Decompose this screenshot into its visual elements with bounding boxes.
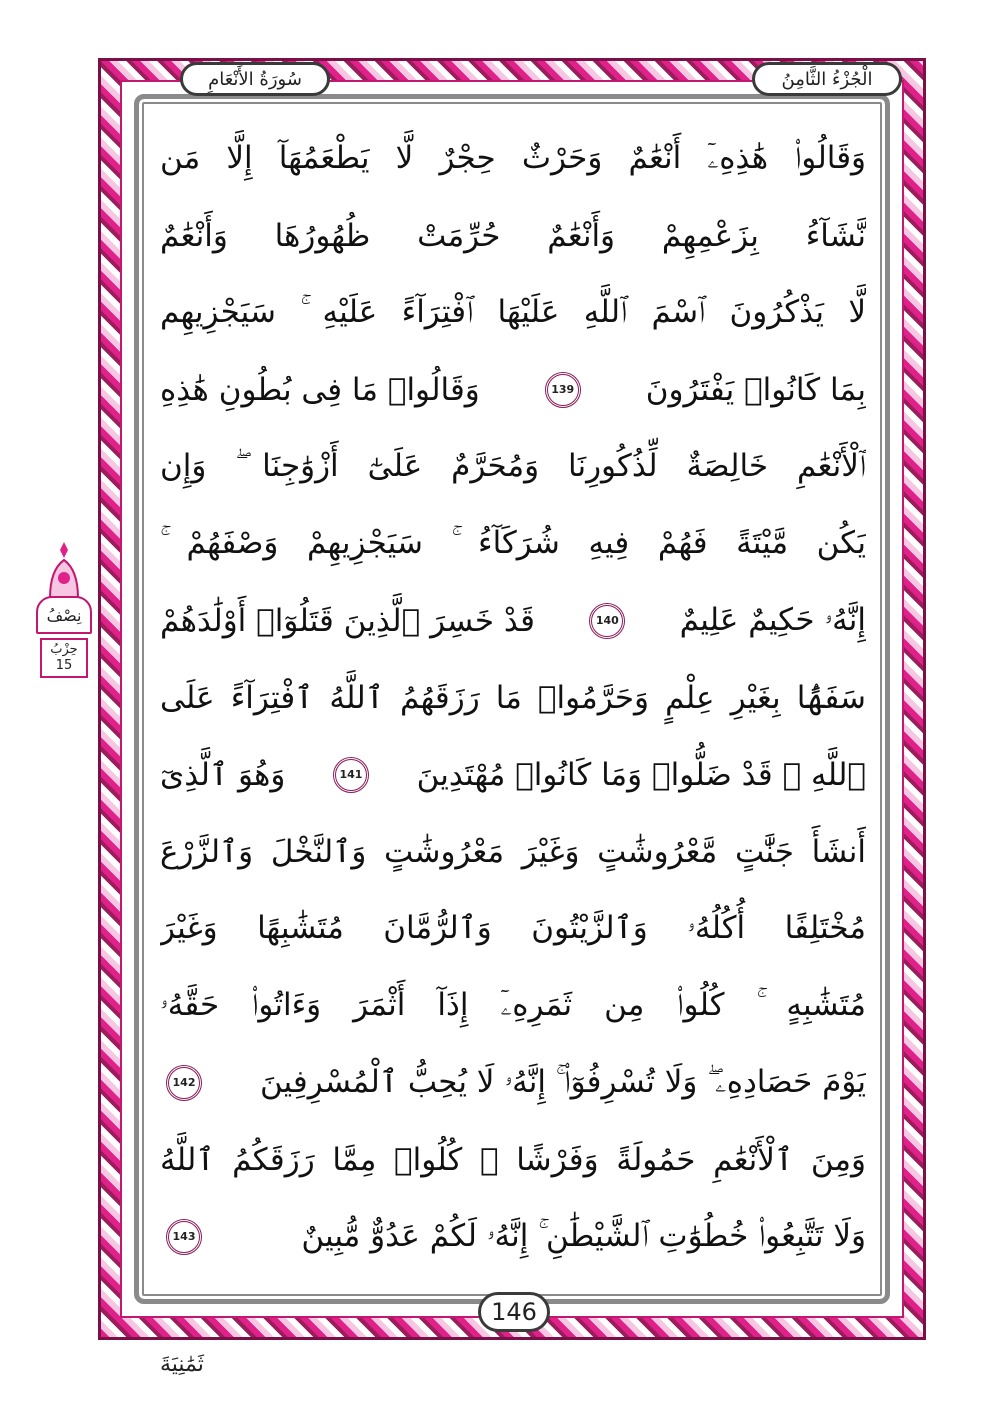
- verse-line-15: وَلَا تَتَّبِعُوا۟ خُطُوَٰتِ ٱلشَّيْطَٰنِ ۚ إِنَّهُۥ لَكُمْ عَدُوٌّ مُّبِينٌ 143: [160, 1198, 866, 1275]
- page-number: 146: [478, 1292, 550, 1332]
- surah-title: سُورَةُ الأَنْعَامِ: [180, 62, 330, 96]
- verse-line-5: ٱلْأَنْعَٰمِ خَالِصَةٌ لِّذُكُورِنَا وَمُحَرَّمٌ عَلَىٰٓ أَزْوَٰجِنَا ۖ وَإِن: [160, 448, 866, 484]
- hizb-half-label: نِصْفُ: [36, 596, 92, 634]
- ayah-number-icon: 141: [333, 757, 369, 793]
- hizb-number-box: [40, 638, 88, 678]
- verse-line-2: نَّشَآءُ بِزَعْمِهِمْ وَأَنْعَٰمٌ حُرِّمَتْ ظُهُورُهَا وَأَنْعَٰمٌ: [160, 217, 866, 254]
- hizb-word: حِزْبُ: [50, 642, 78, 657]
- ayah-number-icon: 140: [589, 603, 625, 639]
- verse-line-3: لَّا يَذْكُرُونَ ٱسْمَ ٱللَّهِ عَلَيْهَا ٱفْتِرَآءً عَلَيْهِ ۚ سَيَجْزِيهِم: [160, 294, 866, 330]
- verse-line-14: وَمِنَ ٱلْأَنْعَٰمِ حَمُولَةً وَفَرْشًا ۚ كُلُوا۟ مِمَّا رَزَقَكُمُ ٱللَّهُ: [160, 1141, 866, 1178]
- verse-line-6: يَكُن مَّيْتَةً فَهُمْ فِيهِ شُرَكَآءُ ۚ سَيَجْزِيهِمْ وَصْفَهُمْ ۚ: [160, 525, 866, 561]
- ayah-number-icon: 139: [545, 372, 581, 408]
- hizb-number: 15: [55, 658, 73, 673]
- verse-line-1: وَقَالُوا۟ هَٰذِهِۦٓ أَنْعَٰمٌ وَحَرْثٌ حِجْرٌ لَّا يَطْعَمُهَآ إِلَّا مَن: [160, 140, 866, 176]
- verse-line-4: بِمَا كَانُوا۟ يَفْتَرُونَ 139 وَقَالُوا۟ مَا فِى بُطُونِ هَٰذِهِ: [160, 371, 866, 408]
- ayah-number-icon: 142: [166, 1065, 202, 1101]
- juz-title: الْجُزْءُ الثَّامِنُ: [752, 62, 902, 96]
- verse-line-12: مُتَشَٰبِهٍ ۚ كُلُوا۟ مِن ثَمَرِهِۦٓ إِذَآ أَثْمَرَ وَءَاتُوا۟ حَقَّهُۥ: [160, 987, 866, 1023]
- catchword: ثَمَٰنِيَةَ: [160, 1352, 204, 1377]
- verse-line-13: يَوْمَ حَصَادِهِۦ ۖ وَلَا تُسْرِفُوٓا۟ ۚ إِنَّهُۥ لَا يُحِبُّ ٱلْمُسْرِفِينَ 142: [160, 1044, 866, 1121]
- verse-line-7: إِنَّهُۥ حَكِيمٌ عَلِيمٌ 140 قَدْ خَسِرَ ٱلَّذِينَ قَتَلُوٓا۟ أَوْلَٰدَهُمْ: [160, 602, 866, 639]
- dome-ornament-icon: [44, 540, 84, 600]
- ayah-number-icon: 143: [166, 1219, 202, 1255]
- verse-line-10: أَنشَأَ جَنَّٰتٍ مَّعْرُوشَٰتٍ وَغَيْرَ مَعْرُوشَٰتٍ وَٱلنَّخْلَ وَٱلزَّرْعَ: [160, 833, 866, 870]
- verse-text-area: [160, 120, 866, 1280]
- hizb-marker: [36, 540, 92, 680]
- verse-line-9: ٱللَّهِ ۚ قَدْ ضَلُّوا۟ وَمَا كَانُوا۟ مُهْتَدِينَ 141 وَهُوَ ٱلَّذِىٓ: [160, 756, 866, 793]
- verse-line-8: سَفَهًۢا بِغَيْرِ عِلْمٍ وَحَرَّمُوا۟ مَا رَزَقَهُمُ ٱللَّهُ ٱفْتِرَآءً عَلَى: [160, 679, 866, 716]
- verse-line-11: مُخْتَلِفًا أُكُلُهُۥ وَٱلزَّيْتُونَ وَٱلرُّمَّانَ مُتَشَٰبِهًا وَغَيْرَ: [160, 910, 866, 946]
